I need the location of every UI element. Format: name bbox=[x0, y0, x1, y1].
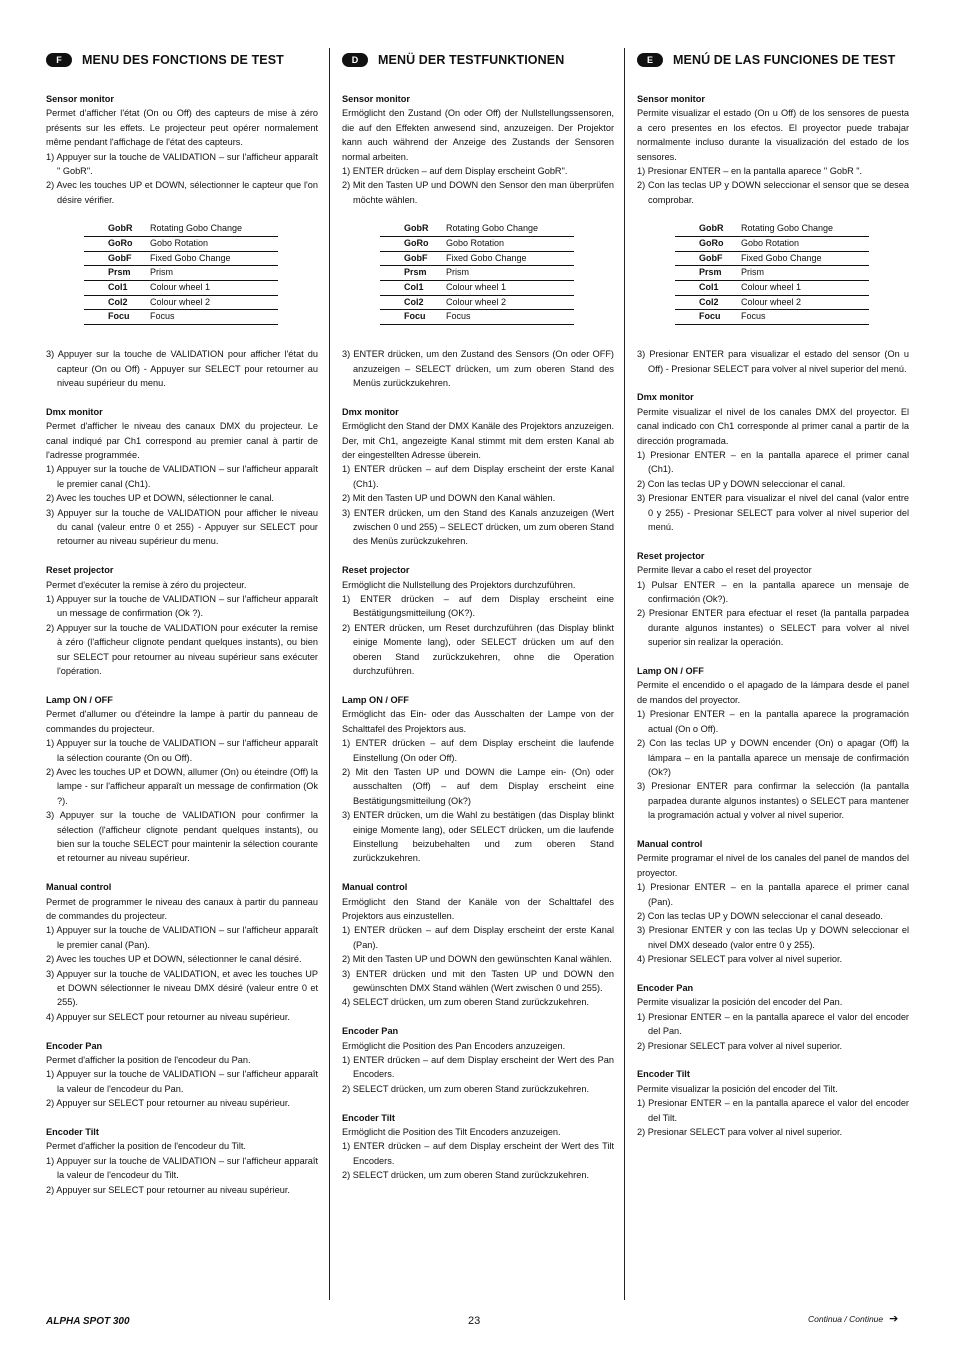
sensor-code: Focu bbox=[380, 310, 446, 325]
step-list bbox=[342, 164, 614, 207]
continue-note bbox=[808, 1312, 898, 1325]
sensor-description: Colour wheel 2 bbox=[446, 295, 574, 310]
step-item: 2) Mit den Tasten UP und DOWN den gewünschten Kanal wählen. bbox=[342, 954, 612, 965]
sensor-code: GobR bbox=[84, 222, 150, 236]
step-item: 1) Appuyer sur la touche de VALIDATION – sur l'afficheur apparaît la valeur de l'encodeur du Pan. bbox=[46, 1069, 318, 1094]
sensor-table bbox=[84, 222, 278, 325]
step-item: 2) Appuyer sur SELECT pour retourner au niveau supérieur. bbox=[46, 1184, 290, 1195]
step-item: 2) Mit den Tasten UP und DOWN die Lampe ein- (On) oder ausschalten (Off) – auf dem Display erscheint eine Bestätigungsmitteilung (Ok?) bbox=[342, 766, 614, 806]
step-item: 4) SELECT drücken, um zum oberen Stand zurückzukehren. bbox=[342, 997, 589, 1008]
step-item: 1) Presionar ENTER – en la pantalla aparece el primer canal (Ch1). bbox=[637, 450, 909, 475]
section-intro: Permet de programmer le niveau des canaux à partir du panneau de commandes du projecteur. bbox=[46, 896, 318, 921]
sensor-table bbox=[380, 222, 574, 325]
step-item: 3) ENTER drücken, um den Zustand des Sensors (On oder OFF) anzuzeigen – SELECT drücken, um zum oberen Stand des Menüs zurückzukehren. bbox=[342, 349, 614, 388]
step-item: 1) Presionar ENTER – en la pantalla aparece " GobR ". bbox=[637, 166, 863, 177]
step-item: 2) SELECT drücken, um zum oberen Stand zurückzukehren. bbox=[342, 1083, 589, 1094]
section-intro: Permite visualizar el estado (On u Off) de los sensores de puesta a cero presentes en los efectos. El proyector puede trabajar normalmente incluso durante la visualización del estado de los sensores. bbox=[637, 108, 909, 162]
step-list bbox=[342, 736, 614, 866]
sensor-description: Rotating Gobo Change bbox=[741, 222, 869, 236]
sensor-description: Focus bbox=[741, 310, 869, 325]
step-item: 1) ENTER drücken – auf dem Display erscheint der Wert des Pan Encoders. bbox=[342, 1055, 614, 1080]
section-title: Manual control bbox=[46, 882, 112, 893]
step-list bbox=[637, 880, 909, 966]
section bbox=[342, 92, 614, 390]
step-item: 2) Con las teclas UP y DOWN seleccionar el sensor que se desea comprobar. bbox=[637, 180, 909, 205]
page-number: 23 bbox=[468, 1315, 481, 1327]
sensor-row bbox=[84, 266, 278, 281]
section-intro: Permite el encendido o el apagado de la lámpara desde el panel de mandos del proyector. bbox=[637, 680, 909, 705]
section bbox=[342, 405, 614, 549]
section-title: Reset projector bbox=[46, 565, 114, 576]
step-list bbox=[342, 462, 614, 548]
section-title: Encoder Tilt bbox=[46, 1127, 99, 1138]
sensor-description: Colour wheel 1 bbox=[446, 281, 574, 296]
section bbox=[637, 549, 909, 650]
step-item: 3) Appuyer sur la touche de VALIDATION pour confirmer la sélection (l'afficheur clignote pendant quelques instants), ou bien sur la touche SELECT pour maintenir la sélection courante et retourner au niveau supérieur. bbox=[46, 810, 318, 864]
step-item: 2) Con las teclas UP y DOWN seleccionar el canal. bbox=[637, 478, 846, 489]
sensor-description: Focus bbox=[150, 310, 278, 325]
sensor-row bbox=[84, 222, 278, 236]
section bbox=[46, 563, 318, 678]
sensor-code: GoRo bbox=[380, 236, 446, 251]
step-item: 3) ENTER drücken und mit den Tasten UP und DOWN den gewünschten DMX Stand wählen (Wert zwischen 0 und 255). bbox=[342, 968, 614, 993]
column-header bbox=[46, 50, 318, 70]
step-item: 1) ENTER drücken – auf dem Display erscheint der erste Kanal (Ch1). bbox=[342, 464, 614, 489]
section-title: Lamp ON / OFF bbox=[637, 666, 704, 677]
step-list bbox=[637, 1010, 909, 1053]
step-item: 2) Avec les touches UP et DOWN, sélectionner le capteur que l'on désire vérifier. bbox=[46, 180, 318, 205]
sensor-code: Prsm bbox=[675, 266, 741, 281]
sensor-table bbox=[675, 222, 869, 325]
step-item: 1) Presionar ENTER – en la pantalla aparece el valor del encoder del Tilt. bbox=[637, 1098, 909, 1123]
step-item: 2) Con las teclas UP y DOWN seleccionar el canal deseado. bbox=[637, 910, 883, 921]
step-item: 1) Appuyer sur la touche de VALIDATION – sur l'afficheur apparaît " GobR". bbox=[46, 151, 318, 177]
section bbox=[637, 981, 909, 1053]
step-item: 2) Appuyer sur la touche de VALIDATION pour exécuter la remise à zéro (l'afficheur clignote pendant quelques instants), ou bien sur SELECT pour retourner au niveau supérieur sans exécuter l'opération. bbox=[46, 622, 318, 677]
section-title: Encoder Pan bbox=[342, 1026, 399, 1037]
step-item: 2) Mit den Tasten UP und DOWN den Sensor den man überprüfen möchte wählen. bbox=[342, 180, 614, 205]
sensor-code: Col1 bbox=[380, 281, 446, 296]
step-item: 1) ENTER drücken – auf dem Display erscheint die laufende Einstellung (On oder Off). bbox=[342, 738, 614, 763]
step-item: 1) ENTER drücken – auf dem Display erscheint der Wert des Tilt Encoders. bbox=[342, 1141, 614, 1166]
step-list bbox=[637, 347, 909, 376]
sensor-row bbox=[380, 222, 574, 236]
column-title: MENU DES FONCTIONS DE TEST bbox=[82, 53, 284, 67]
section-intro: Permet d'afficher l'état (On ou Off) des capteurs de mise à zéro présents sur les effets. Le projecteur peut opérer normalement même pendant l'affichage de l'état des capteurs. bbox=[46, 108, 318, 148]
section-title: Sensor monitor bbox=[46, 94, 114, 104]
section-intro: Ermöglicht den Zustand (On oder Off) der Nullstellungssensoren, die auf den Effekten anwesend sind, anzuzeigen. Der Projektor kann auch während der Anzeige des Zustands der Sensoren normal arbeiten. bbox=[342, 108, 614, 162]
section bbox=[46, 1039, 318, 1111]
sensor-description: Colour wheel 1 bbox=[150, 281, 278, 296]
column-divider bbox=[624, 48, 625, 1300]
sensor-code: GobF bbox=[84, 251, 150, 266]
sensor-row bbox=[675, 281, 869, 296]
sensor-row bbox=[675, 251, 869, 266]
step-item: 2) Presionar SELECT para volver al nivel superior. bbox=[637, 1127, 843, 1138]
section bbox=[637, 664, 909, 822]
section-intro: Permite visualizar la posición del encoder del Tilt. bbox=[637, 1083, 838, 1094]
column-spanish bbox=[637, 50, 909, 1154]
step-list bbox=[46, 462, 318, 548]
section bbox=[342, 563, 614, 678]
step-list bbox=[342, 1139, 614, 1182]
sensor-code: Col1 bbox=[675, 281, 741, 296]
step-list bbox=[46, 347, 318, 390]
sensor-code: Focu bbox=[84, 310, 150, 325]
section bbox=[342, 880, 614, 1010]
section bbox=[342, 1111, 614, 1183]
section bbox=[46, 405, 318, 549]
section-intro: Permet d'afficher le niveau des canaux DMX du projecteur. Le canal indiqué par Ch1 correspond au premier canal à partir de l'adresse programmée. bbox=[46, 421, 318, 460]
step-list bbox=[637, 707, 909, 822]
language-badge: F bbox=[46, 53, 72, 67]
sensor-row bbox=[675, 222, 869, 236]
step-item: 1) ENTER drücken – auf dem Display erscheint GobR". bbox=[342, 166, 568, 177]
sensor-row bbox=[675, 266, 869, 281]
section-title: Encoder Tilt bbox=[637, 1069, 690, 1080]
section-title: Dmx monitor bbox=[46, 406, 103, 417]
sensor-description: Gobo Rotation bbox=[446, 236, 574, 251]
step-item: 1) Presionar ENTER – en la pantalla aparece el primer canal (Pan). bbox=[637, 882, 909, 907]
step-item: 1) Pulsar ENTER – en la pantalla aparece un mensaje de confirmación (Ok?). bbox=[637, 579, 909, 605]
sensor-row bbox=[675, 236, 869, 251]
column-header bbox=[637, 50, 909, 70]
step-item: 3) Presionar ENTER para confirmar la selección (la pantalla parpadea durante algunos instantes) o SELECT para mantener la programación actual y volver al nivel superior. bbox=[637, 781, 909, 821]
step-item: 1) ENTER drücken – auf dem Display erscheint eine Bestätigungsmitteilung (OK?). bbox=[342, 594, 614, 619]
section-title: Lamp ON / OFF bbox=[46, 694, 113, 705]
step-list bbox=[46, 1067, 318, 1110]
sensor-row bbox=[84, 281, 278, 296]
section bbox=[637, 837, 909, 967]
step-list bbox=[637, 578, 909, 650]
column-german bbox=[342, 50, 614, 1197]
step-item: 1) Presionar ENTER – en la pantalla aparece el valor del encoder del Pan. bbox=[637, 1011, 909, 1037]
section-title: Reset projector bbox=[342, 565, 410, 576]
step-item: 3) Appuyer sur la touche de VALIDATION pour afficher le niveau du canal (valeur entre 0 et 255) - Appuyer sur SELECT pour retourner au niveau supérieur du menu. bbox=[46, 507, 318, 547]
sensor-description: Fixed Gobo Change bbox=[446, 251, 574, 266]
section-title: Sensor monitor bbox=[342, 94, 410, 104]
language-badge: E bbox=[637, 53, 663, 67]
sensor-row bbox=[380, 281, 574, 296]
sensor-row bbox=[84, 295, 278, 310]
step-list bbox=[342, 1053, 614, 1096]
section-title: Manual control bbox=[637, 838, 703, 849]
sensor-row bbox=[380, 310, 574, 325]
step-item: 1) Presionar ENTER – en la pantalla aparece la programación actual (On o Off). bbox=[637, 709, 909, 734]
column-header bbox=[342, 50, 614, 70]
sensor-description: Gobo Rotation bbox=[741, 236, 869, 251]
sensor-description: Colour wheel 1 bbox=[741, 281, 869, 296]
sensor-row bbox=[84, 310, 278, 325]
sensor-description: Rotating Gobo Change bbox=[446, 222, 574, 236]
step-item: 3) Presionar ENTER para visualizar el nivel del canal (valor entre 0 y 255) - Presionar SELECT para volver al nivel superior del menú. bbox=[637, 493, 909, 533]
section-intro: Ermöglicht die Position des Pan Encoders anzuzeigen. bbox=[342, 1040, 566, 1051]
step-item: 2) Mit den Tasten UP und DOWN den Kanal wählen. bbox=[342, 493, 556, 504]
step-list bbox=[342, 347, 614, 390]
step-item: 3) Appuyer sur la touche de VALIDATION, et avec les touches UP et DOWN sélectionner le niveau DMX désiré (valeur entre 0 et 255). bbox=[46, 968, 318, 1008]
section-title: Manual control bbox=[342, 882, 408, 893]
section-intro: Ermöglicht den Stand der DMX Kanäle des Projektors anzuzeigen. Der, mit Ch1, angezeigte Kanal stimmt mit dem ersten Kanal ab der eingestellten Adresse überein. bbox=[342, 421, 614, 460]
sensor-description: Prism bbox=[741, 266, 869, 281]
language-badge: D bbox=[342, 53, 368, 67]
sensor-row bbox=[675, 310, 869, 325]
section-intro: Ermöglicht das Ein- oder das Ausschalten der Lampe von der Schalttafel des Projektors aus. bbox=[342, 709, 614, 734]
section-intro: Permite visualizar la posición del encoder del Pan. bbox=[637, 997, 843, 1008]
continue-text: Continua / Continue bbox=[808, 1313, 884, 1324]
section bbox=[637, 92, 909, 376]
step-item: 4) Presionar SELECT para volver al nivel superior. bbox=[637, 954, 843, 965]
section bbox=[46, 880, 318, 1024]
sensor-row bbox=[380, 236, 574, 251]
section-intro: Permet d'afficher la position de l'encodeur du Pan. bbox=[46, 1055, 251, 1065]
sensor-code: GobF bbox=[380, 251, 446, 266]
section-title: Dmx monitor bbox=[637, 392, 694, 403]
section-intro: Ermöglicht die Nullstellung des Projektors durchzuführen. bbox=[342, 579, 576, 590]
sensor-code: GobR bbox=[675, 222, 741, 236]
step-list bbox=[637, 164, 909, 207]
section-intro: Ermöglicht die Position des Tilt Encoders anzuzeigen. bbox=[342, 1127, 561, 1138]
step-list bbox=[46, 923, 318, 1024]
section-intro: Permet d'afficher la position de l'encodeur du Tilt. bbox=[46, 1141, 246, 1152]
step-item: 2) ENTER drücken, um Reset durchzuführen (das Display blinkt einige Momente lang), oder SELECT drücken um auf den oberen Stand zurückzukehren, ohne die Operation durchzuführen. bbox=[342, 622, 614, 677]
step-item: 2) Appuyer sur SELECT pour retourner au niveau supérieur. bbox=[46, 1098, 290, 1109]
step-item: 2) Presionar ENTER para efectuar el reset (la pantalla parpadea durante algunos instantes) o SELECT para volver al nivel superior sin realizar la operación. bbox=[637, 608, 909, 648]
sensor-row bbox=[84, 251, 278, 266]
step-item: 3) Presionar ENTER para visualizar el estado del sensor (On u Off) - Presionar SELECT para volver al nivel superior del menú. bbox=[637, 349, 909, 374]
sensor-description: Gobo Rotation bbox=[150, 236, 278, 251]
step-item: 3) ENTER drücken, um den Stand des Kanals anzuzeigen (Wert zwischen 0 und 255) – SELECT drücken, um zum oberen Stand des Menüs zurückzukehren. bbox=[342, 507, 614, 547]
step-item: 3) Presionar ENTER y con las teclas Up y DOWN seleccionar el nivel DMX deseado (valor entre 0 y 255). bbox=[637, 925, 909, 950]
section bbox=[637, 1067, 909, 1139]
sensor-code: Col1 bbox=[84, 281, 150, 296]
section-title: Encoder Tilt bbox=[342, 1112, 395, 1123]
step-item: 2) Avec les touches UP et DOWN, sélectionner le canal. bbox=[46, 493, 274, 504]
step-list bbox=[46, 1154, 318, 1197]
step-item: 3) Appuyer sur la touche de VALIDATION pour afficher l'état du capteur (On ou Off) - Appuyer sur SELECT pour retourner au niveau supérieur du menu. bbox=[46, 349, 318, 388]
step-item: 2) Avec les touches UP et DOWN, sélectionner le canal désiré. bbox=[46, 954, 302, 965]
step-item: 2) Presionar SELECT para volver al nivel superior. bbox=[637, 1040, 843, 1051]
step-item: 1) Appuyer sur la touche de VALIDATION – sur l'afficheur apparaît le premier canal (Pan). bbox=[46, 925, 318, 950]
sensor-code: GoRo bbox=[84, 236, 150, 251]
column-divider bbox=[329, 48, 330, 1300]
sensor-code: GoRo bbox=[675, 236, 741, 251]
step-item: 3) ENTER drücken, um die Wahl zu bestätigen (das Display blinkt einige Momente lang), oder SELECT drücken, um die laufende Einstellung beizubehalten und zum oberen Stand zurückzukehren. bbox=[342, 810, 614, 864]
section-title: Sensor monitor bbox=[637, 94, 705, 104]
section-intro: Permite programar el nivel de los canales del panel de mandos del proyector. bbox=[637, 853, 909, 878]
step-list bbox=[637, 1096, 909, 1139]
sensor-description: Fixed Gobo Change bbox=[150, 251, 278, 266]
step-item: 2) Avec les touches UP et DOWN, allumer (On) ou éteindre (Off) la lampe - sur l'afficheur apparaît un message de confirmation (Ok ?). bbox=[46, 766, 318, 806]
sensor-row bbox=[380, 251, 574, 266]
section-title: Lamp ON / OFF bbox=[342, 694, 409, 705]
sensor-description: Colour wheel 2 bbox=[150, 295, 278, 310]
section bbox=[342, 693, 614, 866]
step-item: 1) ENTER drücken – auf dem Display erscheint der erste Kanal (Pan). bbox=[342, 925, 614, 950]
step-list bbox=[637, 448, 909, 534]
sensor-code: Focu bbox=[675, 310, 741, 325]
sensor-description: Prism bbox=[150, 266, 278, 281]
section-intro: Ermöglicht den Stand der Kanäle von der Schalttafel des Projektors aus einzustellen. bbox=[342, 896, 614, 921]
right-arrow-icon: ➔ bbox=[889, 1313, 899, 1325]
step-list bbox=[46, 736, 318, 866]
sensor-code: GobR bbox=[380, 222, 446, 236]
column-title: MENÜ DER TESTFUNKTIONEN bbox=[378, 53, 565, 67]
section-title: Encoder Pan bbox=[637, 982, 694, 993]
sensor-code: Prsm bbox=[380, 266, 446, 281]
section-intro: Permet d'allumer ou d'éteindre la lampe à partir du panneau de commandes du projecteur. bbox=[46, 709, 318, 734]
sensor-description: Rotating Gobo Change bbox=[150, 222, 278, 236]
sensor-code: GobF bbox=[675, 251, 741, 266]
step-item: 1) Appuyer sur la touche de VALIDATION – sur l'afficheur apparaît le premier canal (Ch1). bbox=[46, 464, 318, 489]
sensor-code: Col2 bbox=[380, 295, 446, 310]
section-intro: Permite llevar a cabo el reset del proyector bbox=[637, 565, 812, 576]
section bbox=[46, 92, 318, 390]
sensor-description: Prism bbox=[446, 266, 574, 281]
sensor-row bbox=[84, 236, 278, 251]
section-title: Dmx monitor bbox=[342, 406, 399, 417]
step-item: 1) Appuyer sur la touche de VALIDATION – sur l'afficheur apparaît la sélection courante (On ou Off). bbox=[46, 738, 318, 763]
section-title: Reset projector bbox=[637, 550, 705, 561]
sensor-description: Colour wheel 2 bbox=[741, 295, 869, 310]
step-list bbox=[46, 150, 318, 208]
step-list bbox=[342, 592, 614, 678]
column-title: MENÚ DE LAS FUNCIONES DE TEST bbox=[673, 53, 896, 67]
column-french bbox=[46, 50, 318, 1211]
step-list bbox=[342, 923, 614, 1009]
section-intro: Permet d'exécuter la remise à zéro du projecteur. bbox=[46, 579, 247, 590]
section bbox=[342, 1024, 614, 1096]
sensor-code: Prsm bbox=[84, 266, 150, 281]
sensor-description: Focus bbox=[446, 310, 574, 325]
step-list bbox=[46, 592, 318, 678]
sensor-row bbox=[675, 295, 869, 310]
sensor-code: Col2 bbox=[84, 295, 150, 310]
section-title: Encoder Pan bbox=[46, 1040, 103, 1051]
step-item: 2) SELECT drücken, um zum oberen Stand zurückzukehren. bbox=[342, 1170, 589, 1181]
sensor-description: Fixed Gobo Change bbox=[741, 251, 869, 266]
section-intro: Permite visualizar el nivel de los canales DMX del proyector. El canal indicado con Ch1 corresponde al primer canal a partir de la dirección programada. bbox=[637, 406, 909, 446]
step-item: 2) Con las teclas UP y DOWN encender (On) o apagar (Off) la lámpara – en la pantalla aparece un mensaje de confirmación (Ok?) bbox=[637, 738, 909, 777]
sensor-row bbox=[380, 266, 574, 281]
product-name: ALPHA SPOT 300 bbox=[46, 1316, 130, 1327]
step-item: 1) Appuyer sur la touche de VALIDATION – sur l'afficheur apparaît un message de confirmation (Ok ?). bbox=[46, 594, 318, 619]
step-item: 1) Appuyer sur la touche de VALIDATION – sur l'afficheur apparaît la valeur de l'encodeur du Tilt. bbox=[46, 1155, 318, 1181]
step-item: 4) Appuyer sur SELECT pour retourner au niveau supérieur. bbox=[46, 1011, 290, 1022]
section bbox=[637, 390, 909, 534]
sensor-row bbox=[380, 295, 574, 310]
section bbox=[46, 1125, 318, 1197]
sensor-code: Col2 bbox=[675, 295, 741, 310]
section bbox=[46, 693, 318, 866]
